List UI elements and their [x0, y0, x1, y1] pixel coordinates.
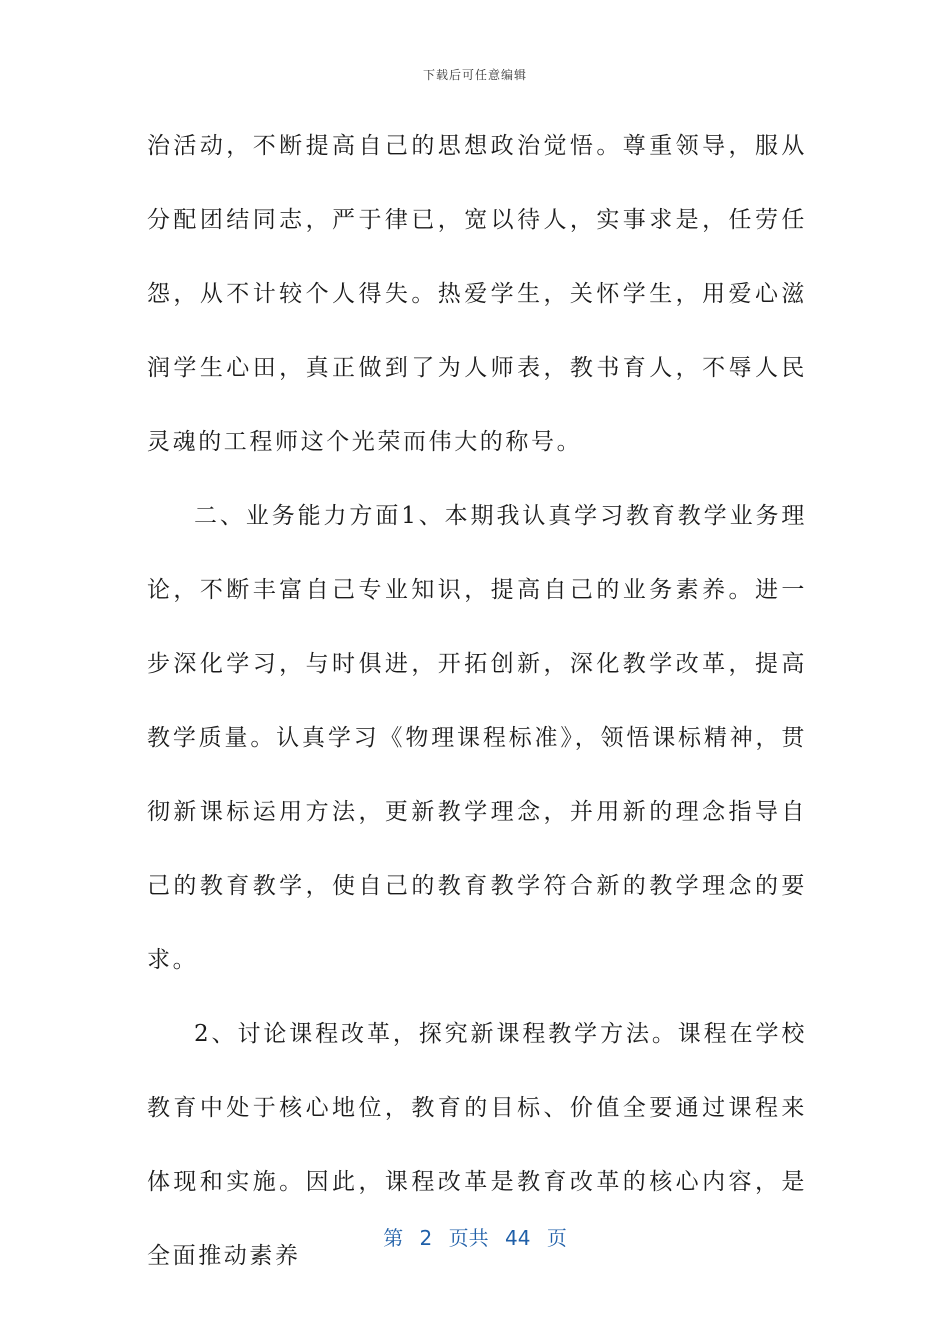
paragraph-2: 二、业务能力方面1、本期我认真学习教育教学业务理论，不断丰富自己专业知识，提高自己的业务素养。进一步深化学习，与时俱进，开拓创新，深化教学改革，提高教学质量。认真学习《物理课程标准》，领悟课标精神，贯彻新课标运用方法，更新教学理念，并用新的理念指导自己的教育教学，使自己的教育教学符合新的教学理念的要求。: [147, 503, 807, 973]
footer-middle: 页共: [448, 1226, 489, 1250]
page-footer: [0, 1222, 950, 1251]
download-note: 下载后可任意编辑: [422, 68, 527, 82]
footer-prefix: 第: [383, 1226, 404, 1250]
current-page-number: 2: [419, 1226, 433, 1250]
document-body: [147, 109, 807, 1293]
paragraph-3: 2、讨论课程改革，探究新课程教学方法。课程在学校教育中处于核心地位，教育的目标、价值全要通过课程来体现和实施。因此，课程改革是教育改革的核心内容，是全面推动素养: [147, 1021, 807, 1269]
footer-suffix: 页: [546, 1226, 567, 1250]
paragraph-1: 治活动，不断提高自己的思想政治觉悟。尊重领导，服从分配团结同志，严于律已，宽以待人，实事求是，任劳任怨，从不计较个人得失。热爱学生，关怀学生，用爱心滋润学生心田，真正做到了为人师表，教书育人，不辱人民灵魂的工程师这个光荣而伟大的称号。: [147, 133, 807, 455]
total-pages-number: 44: [505, 1226, 531, 1250]
